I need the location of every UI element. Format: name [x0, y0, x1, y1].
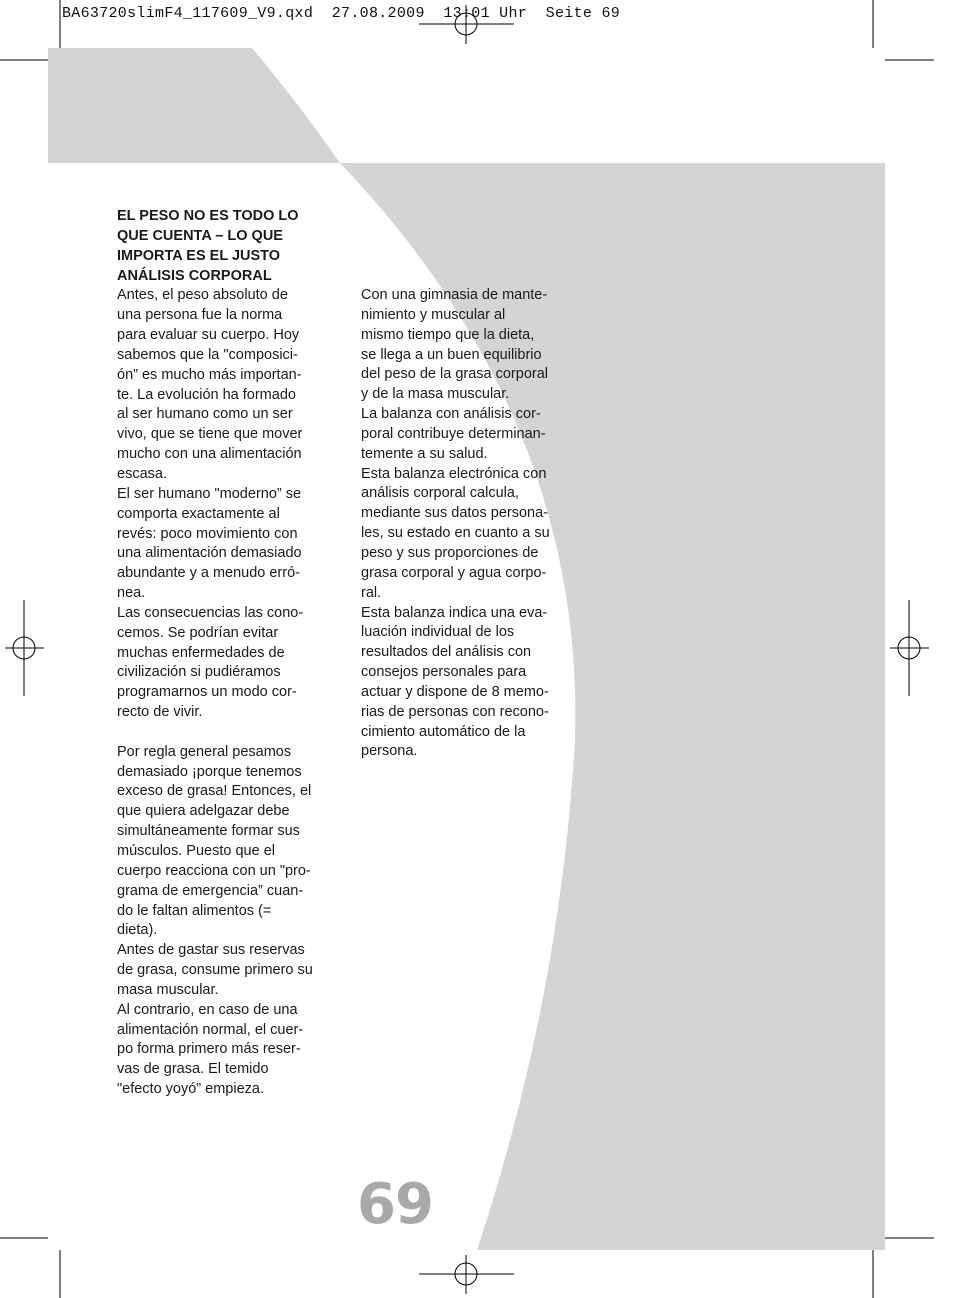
- text-line: una alimentación demasiado: [117, 545, 302, 562]
- text-line: te. La evolución ha formado: [117, 386, 296, 403]
- registration-mark-bottom: [419, 1255, 514, 1294]
- text-line: de grasa, consume primero su: [117, 962, 313, 979]
- text-line: po forma primero más reser-: [117, 1041, 301, 1058]
- text-line: poral contribuye determinan-: [361, 425, 546, 442]
- text-line: mucho con una alimentación: [117, 446, 302, 463]
- heading-line: EL PESO NO ES TODO LO: [117, 208, 299, 224]
- text-line: rias de personas con recono-: [361, 703, 549, 720]
- text-line: El ser humano "moderno” se: [117, 485, 302, 502]
- text-line: vivo, que se tiene que mover: [117, 426, 303, 443]
- text-line: dieta).: [117, 922, 158, 939]
- text-line: grasa corporal y agua corpo-: [361, 564, 547, 581]
- text-line: cimiento automático de la: [361, 723, 526, 740]
- text-line: actuar y dispone de 8 memo-: [361, 683, 549, 700]
- text-line: Antes, el peso absoluto de: [117, 287, 288, 304]
- text-line: luación individual de los: [361, 624, 515, 641]
- page-number: 69: [357, 1172, 433, 1237]
- heading-line: ANÁLISIS CORPORAL: [117, 267, 272, 284]
- text-line: programarnos un modo cor-: [117, 684, 297, 701]
- text-line: nea.: [117, 585, 146, 602]
- text-line: Con una gimnasia de mante-: [361, 287, 548, 303]
- text-line: temente a su salud.: [361, 445, 488, 462]
- text-line: resultados del análisis con: [361, 644, 532, 661]
- text-line: les, su estado en cuanto a su: [361, 525, 550, 542]
- text-line: vas de grasa. El temido: [117, 1061, 269, 1078]
- registration-mark-left: [5, 600, 44, 696]
- text-line: Esta balanza electrónica con: [361, 465, 547, 482]
- text-line: músculos. Puesto que el: [117, 843, 275, 859]
- text-line: cemos. Se podrían evitar: [117, 624, 279, 641]
- text-line: muchas enfermedades de: [117, 644, 285, 661]
- left-text-block-1: [117, 286, 332, 723]
- text-line: revés: poco movimiento con: [117, 525, 298, 542]
- text-line: sabemos que la "composici-: [117, 346, 298, 363]
- text-line: masa muscular.: [117, 981, 219, 998]
- top-gray-band: [48, 48, 340, 163]
- text-line: mismo tiempo que la dieta,: [361, 326, 535, 343]
- text-line: Esta balanza indica una eva-: [361, 604, 548, 621]
- text-line: comporta exactamente al: [117, 505, 280, 522]
- section-heading: [117, 207, 332, 286]
- text-line: peso y sus proporciones de: [361, 544, 539, 561]
- text-line: al ser humano como un ser: [117, 406, 293, 423]
- text-line: persona.: [361, 743, 418, 760]
- text-line: do le faltan alimentos (=: [117, 902, 272, 919]
- text-line: nimiento y muscular al: [361, 306, 506, 323]
- text-line: demasiado ¡porque tenemos: [117, 763, 302, 780]
- registration-mark-right: [890, 600, 929, 696]
- text-line: grama de emergencia” cuan-: [117, 882, 304, 899]
- text-line: una persona fue la norma: [117, 307, 283, 324]
- text-line: abundante y a menudo erró-: [117, 565, 300, 582]
- text-line: escasa.: [117, 465, 167, 482]
- text-line: "efecto yoyó” empieza.: [117, 1081, 264, 1098]
- text-line: mediante sus datos persona-: [361, 505, 548, 522]
- text-line: para evaluar su cuerpo. Hoy: [117, 327, 300, 344]
- text-line: y de la masa muscular.: [361, 386, 510, 403]
- text-line: Las consecuencias las cono-: [117, 604, 304, 621]
- text-line: Por regla general pesamos: [117, 743, 292, 760]
- heading-line: QUE CUENTA – LO QUE: [117, 227, 283, 244]
- text-line: Al contrario, en caso de una: [117, 1001, 298, 1018]
- left-text-column: [117, 207, 332, 1100]
- text-line: que quiera adelgazar debe: [117, 803, 290, 820]
- text-line: recto de vivir.: [117, 704, 203, 721]
- paragraph-gap: [117, 723, 332, 743]
- text-line: ral.: [361, 584, 382, 601]
- text-line: consejos personales para: [361, 664, 527, 681]
- text-line: análisis corporal calcula,: [361, 485, 519, 502]
- left-text-block-2: [117, 743, 332, 1100]
- text-line: exceso de grasa! Entonces, el: [117, 783, 312, 800]
- print-slug-line: BA63720slimF4_117609_V9.qxd 27.08.2009 13:01 Uhr Seite 69: [62, 5, 621, 22]
- heading-line: IMPORTA ES EL JUSTO: [117, 247, 281, 264]
- text-line: alimentación normal, el cuer-: [117, 1021, 304, 1038]
- text-line: Antes de gastar sus reservas: [117, 942, 305, 959]
- text-line: cuerpo reacciona con un "pro-: [117, 862, 311, 879]
- text-line: se llega a un buen equilibrio: [361, 346, 542, 363]
- text-line: simultáneamente formar sus: [117, 823, 300, 840]
- text-line: del peso de la grasa corporal: [361, 366, 549, 383]
- text-line: La balanza con análisis cor-: [361, 406, 541, 423]
- right-text-column: [361, 286, 571, 762]
- text-line: ón” es mucho más importan-: [117, 366, 302, 383]
- text-line: civilización si pudiéramos: [117, 664, 281, 681]
